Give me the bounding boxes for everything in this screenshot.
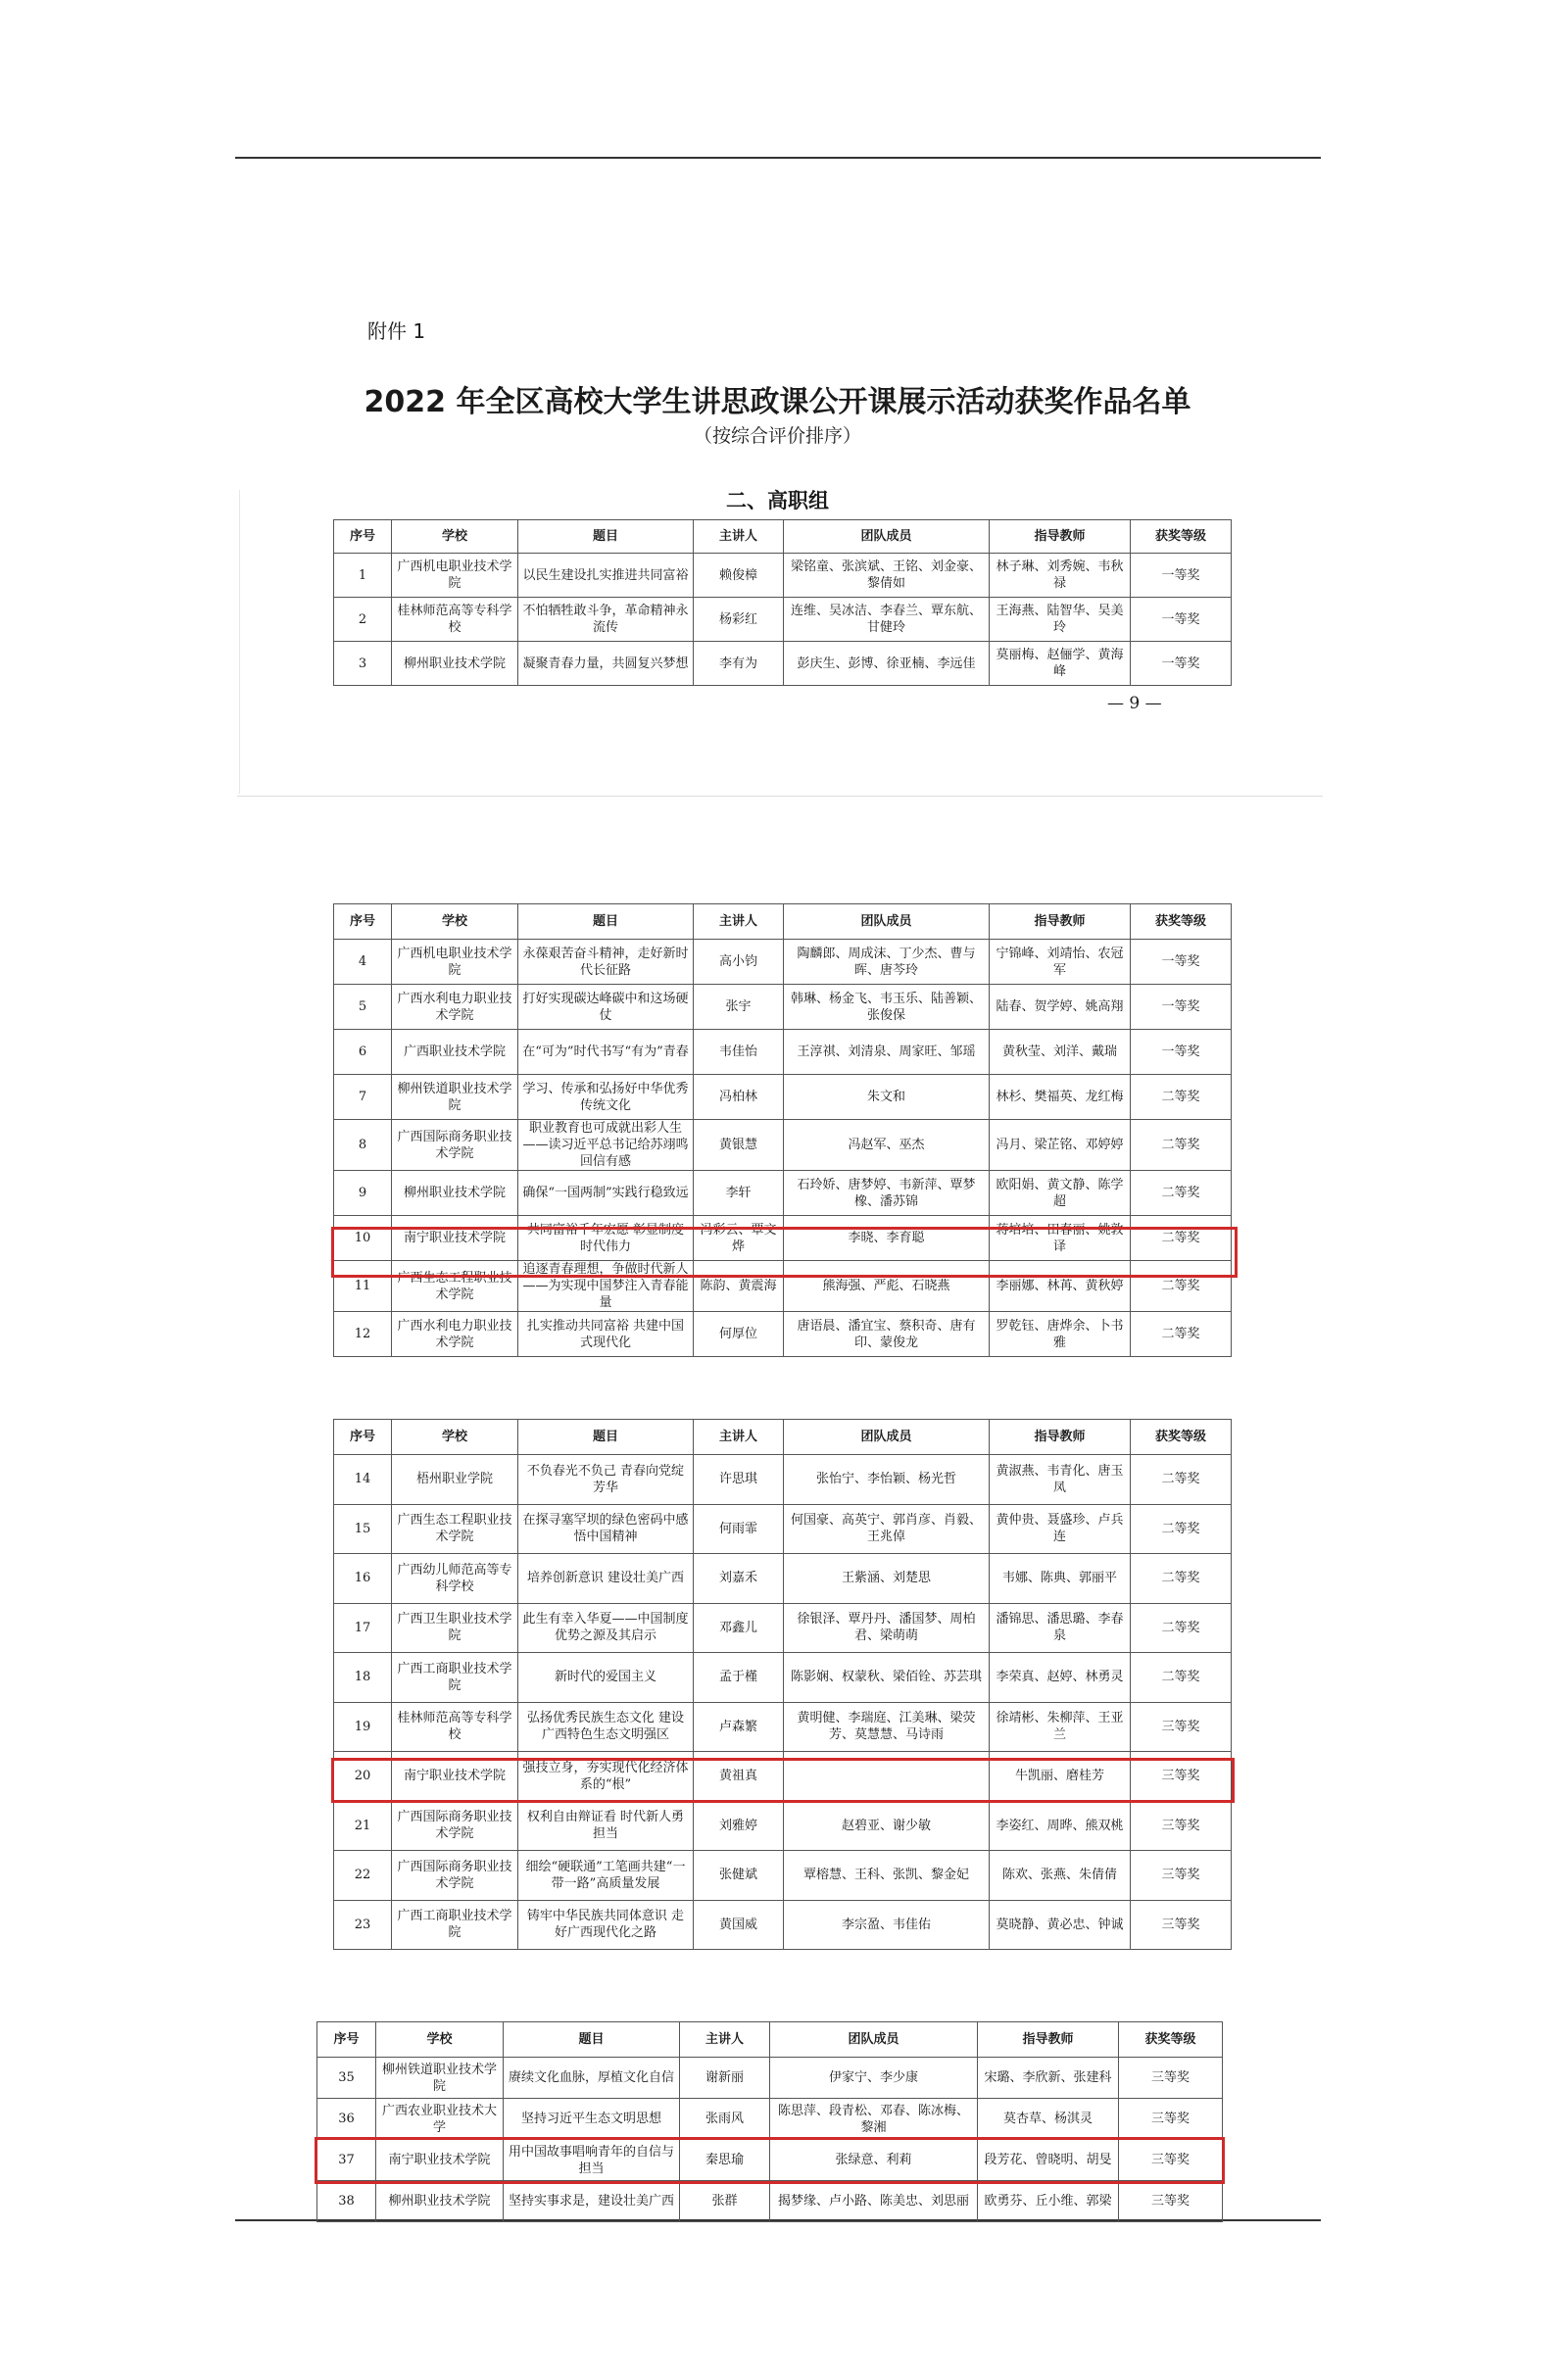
cell-team: 陶麟郎、周成沫、丁少杰、曹与晖、唐芩玲 [784,940,990,985]
column-header-award: 获奖等级 [1131,520,1232,554]
cell-index: 14 [334,1455,392,1505]
cell-award: 三等奖 [1119,2058,1223,2099]
cell-topic: 不怕牺牲敢斗争，革命精神永流传 [518,598,694,642]
cell-team: 赵碧亚、谢少敏 [784,1801,990,1851]
cell-speaker: 张群 [680,2181,770,2222]
cell-school: 广西职业技术学院 [392,1030,518,1075]
table-row [334,1801,1232,1851]
cell-index: 35 [317,2058,376,2099]
cell-award: 一等奖 [1131,985,1232,1030]
cell-topic: 在“可为”时代书写“有为”青春 [518,1030,694,1075]
cell-index: 21 [334,1801,392,1851]
table-row [317,2140,1223,2181]
column-header-team: 团队成员 [770,2022,978,2058]
cell-award: 二等奖 [1131,1603,1232,1653]
column-header-advisor: 指导教师 [990,1420,1131,1455]
cell-advisor: 罗乾钰、唐烨余、卜书雅 [990,1312,1131,1357]
column-header-award: 获奖等级 [1119,2022,1223,2058]
award-table-3 [333,1419,1232,1950]
column-header-topic: 题目 [518,520,694,554]
cell-school: 梧州职业学院 [392,1455,518,1505]
table-row [334,642,1232,686]
column-header-speaker: 主讲人 [694,1420,784,1455]
table-header-row [334,520,1232,554]
column-header-index: 序号 [334,1420,392,1455]
cell-speaker: 黄祖真 [694,1752,784,1802]
cell-speaker: 谢新丽 [680,2058,770,2099]
column-header-index: 序号 [334,520,392,554]
cell-speaker: 何厚位 [694,1312,784,1357]
cell-index: 11 [334,1261,392,1312]
cell-index: 8 [334,1120,392,1171]
cell-index: 9 [334,1171,392,1216]
table-row [334,940,1232,985]
cell-team: 黄明健、李瑞庭、江美琳、梁荧芳、莫慧慧、马诗雨 [784,1702,990,1752]
cell-topic: 以民生建设扎实推进共同富裕 [518,554,694,598]
cell-advisor: 黄仲贵、聂盛珍、卢兵连 [990,1504,1131,1554]
page-divider [237,796,1323,797]
table-row [334,1261,1232,1312]
cell-team: 王紫涵、刘楚思 [784,1554,990,1604]
cell-award: 一等奖 [1131,554,1232,598]
annex-label: 附件 1 [367,319,426,343]
cell-team: 李晓、李育聪 [784,1216,990,1261]
document-title: 2022 年全区高校大学生讲思政课公开课展示活动获奖作品名单 [364,385,1191,419]
cell-school: 广西幼儿师范高等专科学校 [392,1554,518,1604]
cell-award: 二等奖 [1131,1120,1232,1171]
cell-index: 19 [334,1702,392,1752]
cell-topic: 细绘“硬联通”工笔画共建“一带一路”高质量发展 [518,1851,694,1901]
cell-index: 3 [334,642,392,686]
cell-school: 桂林师范高等专科学校 [392,598,518,642]
column-header-school: 学校 [392,520,518,554]
column-header-topic: 题目 [504,2022,680,2058]
column-header-school: 学校 [392,904,518,940]
column-header-team: 团队成员 [784,1420,990,1455]
cell-team: 彭庆生、彭博、徐亚楠、李远佳 [784,642,990,686]
cell-award: 二等奖 [1131,1171,1232,1216]
cell-index: 36 [317,2099,376,2140]
cell-school: 桂林师范高等专科学校 [392,1702,518,1752]
cell-advisor: 李荣真、赵婷、林勇灵 [990,1653,1131,1703]
cell-school: 南宁职业技术学院 [392,1752,518,1802]
cell-team: 韩琳、杨金飞、韦玉乐、陆善颖、张俊保 [784,985,990,1030]
column-header-speaker: 主讲人 [694,904,784,940]
cell-topic: 培养创新意识 建设壮美广西 [518,1554,694,1604]
cell-topic: 追逐青春理想，争做时代新人 ——为实现中国梦注入青春能量 [518,1261,694,1312]
table-row [334,1312,1232,1357]
cell-topic: 强技立身，夯实现代化经济体系的“根” [518,1752,694,1802]
cell-team: 陈影娴、权蒙秋、梁佰铨、苏芸琪 [784,1653,990,1703]
top-rule [235,157,1321,159]
cell-award: 三等奖 [1119,2140,1223,2181]
cell-award: 三等奖 [1119,2181,1223,2222]
cell-index: 4 [334,940,392,985]
table-row [334,1030,1232,1075]
table-row [334,1075,1232,1120]
cell-award: 一等奖 [1131,1030,1232,1075]
cell-topic: 学习、传承和弘扬好中华优秀传统文化 [518,1075,694,1120]
cell-team: 冯赵军、巫杰 [784,1120,990,1171]
cell-index: 20 [334,1752,392,1802]
cell-topic: 铸牢中华民族共同体意识 走好广西现代化之路 [518,1900,694,1950]
cell-school: 广西国际商务职业技术学院 [392,1120,518,1171]
cell-team: 连维、吴冰洁、李春兰、覃东航、甘健玲 [784,598,990,642]
cell-index: 1 [334,554,392,598]
cell-speaker: 秦思瑜 [680,2140,770,2181]
cell-team: 石玲娇、唐梦婷、韦新萍、覃梦橡、潘苏锦 [784,1171,990,1216]
cell-index: 22 [334,1851,392,1901]
cell-index: 6 [334,1030,392,1075]
cell-index: 17 [334,1603,392,1653]
cell-topic: 坚持习近平生态文明思想 [504,2099,680,2140]
page-edge [239,490,240,794]
award-table-4 [316,2021,1223,2222]
cell-advisor: 莫杏草、杨淇灵 [978,2099,1119,2140]
cell-school: 柳州职业技术学院 [376,2181,504,2222]
cell-award: 三等奖 [1131,1801,1232,1851]
table-row [317,2058,1223,2099]
cell-advisor: 莫丽梅、赵俪学、黄海峰 [990,642,1131,686]
cell-team: 朱文和 [784,1075,990,1120]
cell-index: 16 [334,1554,392,1604]
column-header-advisor: 指导教师 [978,2022,1119,2058]
table-row [317,2181,1223,2222]
cell-index: 7 [334,1075,392,1120]
cell-school: 广西机电职业技术学院 [392,554,518,598]
cell-advisor: 欧勇芬、丘小维、郭梁 [978,2181,1119,2222]
cell-advisor: 莫晓静、黄必忠、钟诚 [990,1900,1131,1950]
cell-topic: 共同富裕千年宏愿 彰显制度时代伟力 [518,1216,694,1261]
document-subtitle: （按综合评价排序） [693,425,861,447]
cell-speaker: 韦佳怡 [694,1030,784,1075]
cell-award: 一等奖 [1131,598,1232,642]
cell-school: 柳州职业技术学院 [392,642,518,686]
cell-speaker: 邓鑫儿 [694,1603,784,1653]
cell-school: 广西卫生职业技术学院 [392,1603,518,1653]
cell-team: 覃榕慧、王科、张凯、黎金妃 [784,1851,990,1901]
table-row [334,1603,1232,1653]
cell-team: 张怡宁、李怡颖、杨光哲 [784,1455,990,1505]
cell-school: 广西生态工程职业技术学院 [392,1261,518,1312]
cell-award: 三等奖 [1131,1702,1232,1752]
cell-school: 柳州铁道职业技术学院 [392,1075,518,1120]
column-header-team: 团队成员 [784,904,990,940]
cell-school: 广西农业职业技术大学 [376,2099,504,2140]
cell-index: 23 [334,1900,392,1950]
cell-topic: 不负春光不负己 青春向党绽芳华 [518,1455,694,1505]
cell-topic: 打好实现碳达峰碳中和这场硬仗 [518,985,694,1030]
column-header-index: 序号 [317,2022,376,2058]
cell-advisor: 潘锦思、潘思璐、李春泉 [990,1603,1131,1653]
cell-topic: 此生有幸入华夏——中国制度优势之源及其启示 [518,1603,694,1653]
cell-award: 二等奖 [1131,1554,1232,1604]
table-row [334,1851,1232,1901]
cell-school: 广西工商职业技术学院 [392,1900,518,1950]
table-header-row [334,1420,1232,1455]
column-header-advisor: 指导教师 [990,904,1131,940]
cell-topic: 弘扬优秀民族生态文化 建设广西特色生态文明强区 [518,1702,694,1752]
cell-award: 二等奖 [1131,1216,1232,1261]
cell-advisor: 林杉、樊福英、龙红梅 [990,1075,1131,1120]
cell-speaker: 何雨霏 [694,1504,784,1554]
cell-advisor: 黄秋莹、刘洋、戴瑞 [990,1030,1131,1075]
cell-topic: 职业教育也可成就出彩人生——读习近平总书记给苏翊鸣回信有感 [518,1120,694,1171]
cell-speaker: 冯柏林 [694,1075,784,1120]
cell-topic: 在探寻塞罕坝的绿色密码中感悟中国精神 [518,1504,694,1554]
column-header-speaker: 主讲人 [694,520,784,554]
cell-advisor: 段芳花、曾晓明、胡旻 [978,2140,1119,2181]
table-header-row [334,904,1232,940]
cell-school: 广西国际商务职业技术学院 [392,1801,518,1851]
section-heading: 二、高职组 [726,489,829,512]
table-row [334,985,1232,1030]
cell-advisor: 陈欢、张燕、朱倩倩 [990,1851,1131,1901]
table-header-row [317,2022,1223,2058]
column-header-school: 学校 [376,2022,504,2058]
table-row [334,1455,1232,1505]
cell-speaker: 张宇 [694,985,784,1030]
cell-team: 王淳祺、刘清泉、周家旺、邹瑶 [784,1030,990,1075]
column-header-school: 学校 [392,1420,518,1455]
cell-award: 二等奖 [1131,1261,1232,1312]
cell-school: 柳州铁道职业技术学院 [376,2058,504,2099]
cell-team [784,1752,990,1802]
cell-topic: 凝聚青春力量，共圆复兴梦想 [518,642,694,686]
cell-advisor: 李丽娜、林苒、黄秋婷 [990,1261,1131,1312]
cell-team: 徐银泽、覃丹丹、潘国梦、周柏君、梁萌萌 [784,1603,990,1653]
table-row [317,2099,1223,2140]
cell-award: 二等奖 [1131,1504,1232,1554]
table-row [334,1504,1232,1554]
cell-team: 唐语晨、潘宜宝、蔡积奇、唐有印、蒙俊龙 [784,1312,990,1357]
cell-topic: 赓续文化血脉，厚植文化自信 [504,2058,680,2099]
cell-award: 一等奖 [1131,642,1232,686]
cell-school: 广西水利电力职业技术学院 [392,1312,518,1357]
cell-speaker: 高小钧 [694,940,784,985]
cell-advisor: 李姿红、周晔、熊双桃 [990,1801,1131,1851]
cell-advisor: 韦娜、陈典、郭丽平 [990,1554,1131,1604]
cell-advisor: 欧阳娟、黄文静、陈学超 [990,1171,1131,1216]
table-row [334,1752,1232,1802]
cell-team: 熊海强、严彪、石晓燕 [784,1261,990,1312]
cell-topic: 永葆艰苦奋斗精神，走好新时代长征路 [518,940,694,985]
cell-team: 李宗盈、韦佳佑 [784,1900,990,1950]
cell-advisor: 黄淑燕、韦青化、唐玉凤 [990,1455,1131,1505]
column-header-index: 序号 [334,904,392,940]
cell-index: 15 [334,1504,392,1554]
cell-school: 广西机电职业技术学院 [392,940,518,985]
cell-award: 三等奖 [1131,1900,1232,1950]
cell-topic: 扎实推动共同富裕 共建中国式现代化 [518,1312,694,1357]
column-header-award: 获奖等级 [1131,904,1232,940]
cell-index: 2 [334,598,392,642]
cell-advisor: 宋璐、李欣新、张建科 [978,2058,1119,2099]
table-row [334,1120,1232,1171]
column-header-team: 团队成员 [784,520,990,554]
cell-index: 38 [317,2181,376,2222]
cell-advisor: 陆春、贺学婷、姚高翔 [990,985,1131,1030]
cell-speaker: 张健斌 [694,1851,784,1901]
cell-school: 南宁职业技术学院 [376,2140,504,2181]
cell-award: 一等奖 [1131,940,1232,985]
cell-school: 南宁职业技术学院 [392,1216,518,1261]
cell-school: 广西国际商务职业技术学院 [392,1851,518,1901]
cell-speaker: 赖俊樟 [694,554,784,598]
cell-team: 何国豪、高英宁、郭肖彦、肖毅、王兆倬 [784,1504,990,1554]
award-table-1 [333,519,1232,686]
cell-speaker: 黄国威 [694,1900,784,1950]
column-header-advisor: 指导教师 [990,520,1131,554]
cell-index: 37 [317,2140,376,2181]
table-row [334,1554,1232,1604]
cell-team: 伊家宁、李少康 [770,2058,978,2099]
cell-award: 二等奖 [1131,1312,1232,1357]
cell-team: 陈思萍、段青松、邓春、陈冰梅、黎湘 [770,2099,978,2140]
cell-advisor: 徐靖彬、朱柳萍、王亚兰 [990,1702,1131,1752]
table-row [334,554,1232,598]
cell-advisor: 牛凯丽、磨桂芳 [990,1752,1131,1802]
cell-topic: 用中国故事唱响青年的自信与担当 [504,2140,680,2181]
column-header-speaker: 主讲人 [680,2022,770,2058]
cell-team: 揭梦缘、卢小路、陈美忠、刘思丽 [770,2181,978,2222]
column-header-award: 获奖等级 [1131,1420,1232,1455]
cell-advisor: 冯月、梁芷铭、邓婷婷 [990,1120,1131,1171]
cell-speaker: 刘雅婷 [694,1801,784,1851]
column-header-topic: 题目 [518,1420,694,1455]
cell-advisor: 王海燕、陆智华、吴美玲 [990,598,1131,642]
cell-award: 二等奖 [1131,1075,1232,1120]
table-row [334,1216,1232,1261]
cell-speaker: 杨彩红 [694,598,784,642]
table-row [334,598,1232,642]
cell-speaker: 卢森繁 [694,1702,784,1752]
cell-award: 二等奖 [1131,1653,1232,1703]
cell-advisor: 林子琳、刘秀婉、韦秋禄 [990,554,1131,598]
cell-speaker: 李轩 [694,1171,784,1216]
table-row [334,1702,1232,1752]
cell-speaker: 张雨风 [680,2099,770,2140]
cell-speaker: 黄银慧 [694,1120,784,1171]
cell-team: 梁铭童、张滨斌、王铭、刘金豪、黎倩如 [784,554,990,598]
cell-school: 广西生态工程职业技术学院 [392,1504,518,1554]
cell-school: 广西水利电力职业技术学院 [392,985,518,1030]
table-row [334,1171,1232,1216]
cell-index: 12 [334,1312,392,1357]
cell-topic: 新时代的爱国主义 [518,1653,694,1703]
award-table-2 [333,903,1232,1357]
cell-index: 5 [334,985,392,1030]
cell-award: 三等奖 [1119,2099,1223,2140]
table-row [334,1900,1232,1950]
cell-speaker: 陈韵、黄震海 [694,1261,784,1312]
cell-speaker: 刘嘉禾 [694,1554,784,1604]
cell-index: 18 [334,1653,392,1703]
table-row [334,1653,1232,1703]
cell-topic: 坚持实事求是，建设壮美广西 [504,2181,680,2222]
cell-topic: 权利自由辩证看 时代新人勇担当 [518,1801,694,1851]
cell-speaker: 冯彩云、覃文烨 [694,1216,784,1261]
cell-school: 广西工商职业技术学院 [392,1653,518,1703]
cell-index: 10 [334,1216,392,1261]
cell-award: 二等奖 [1131,1455,1232,1505]
cell-advisor: 宁锦峰、刘靖怡、农冠军 [990,940,1131,985]
cell-team: 张绿意、利莉 [770,2140,978,2181]
cell-speaker: 许思琪 [694,1455,784,1505]
cell-school: 柳州职业技术学院 [392,1171,518,1216]
cell-topic: 确保“一国两制”实践行稳致远 [518,1171,694,1216]
page-number: — 9 — [1107,694,1162,713]
cell-award: 三等奖 [1131,1851,1232,1901]
cell-advisor: 蒋培培、田春丽、姚敦译 [990,1216,1131,1261]
cell-award: 三等奖 [1131,1752,1232,1802]
cell-speaker: 孟于槿 [694,1653,784,1703]
column-header-topic: 题目 [518,904,694,940]
cell-speaker: 李有为 [694,642,784,686]
